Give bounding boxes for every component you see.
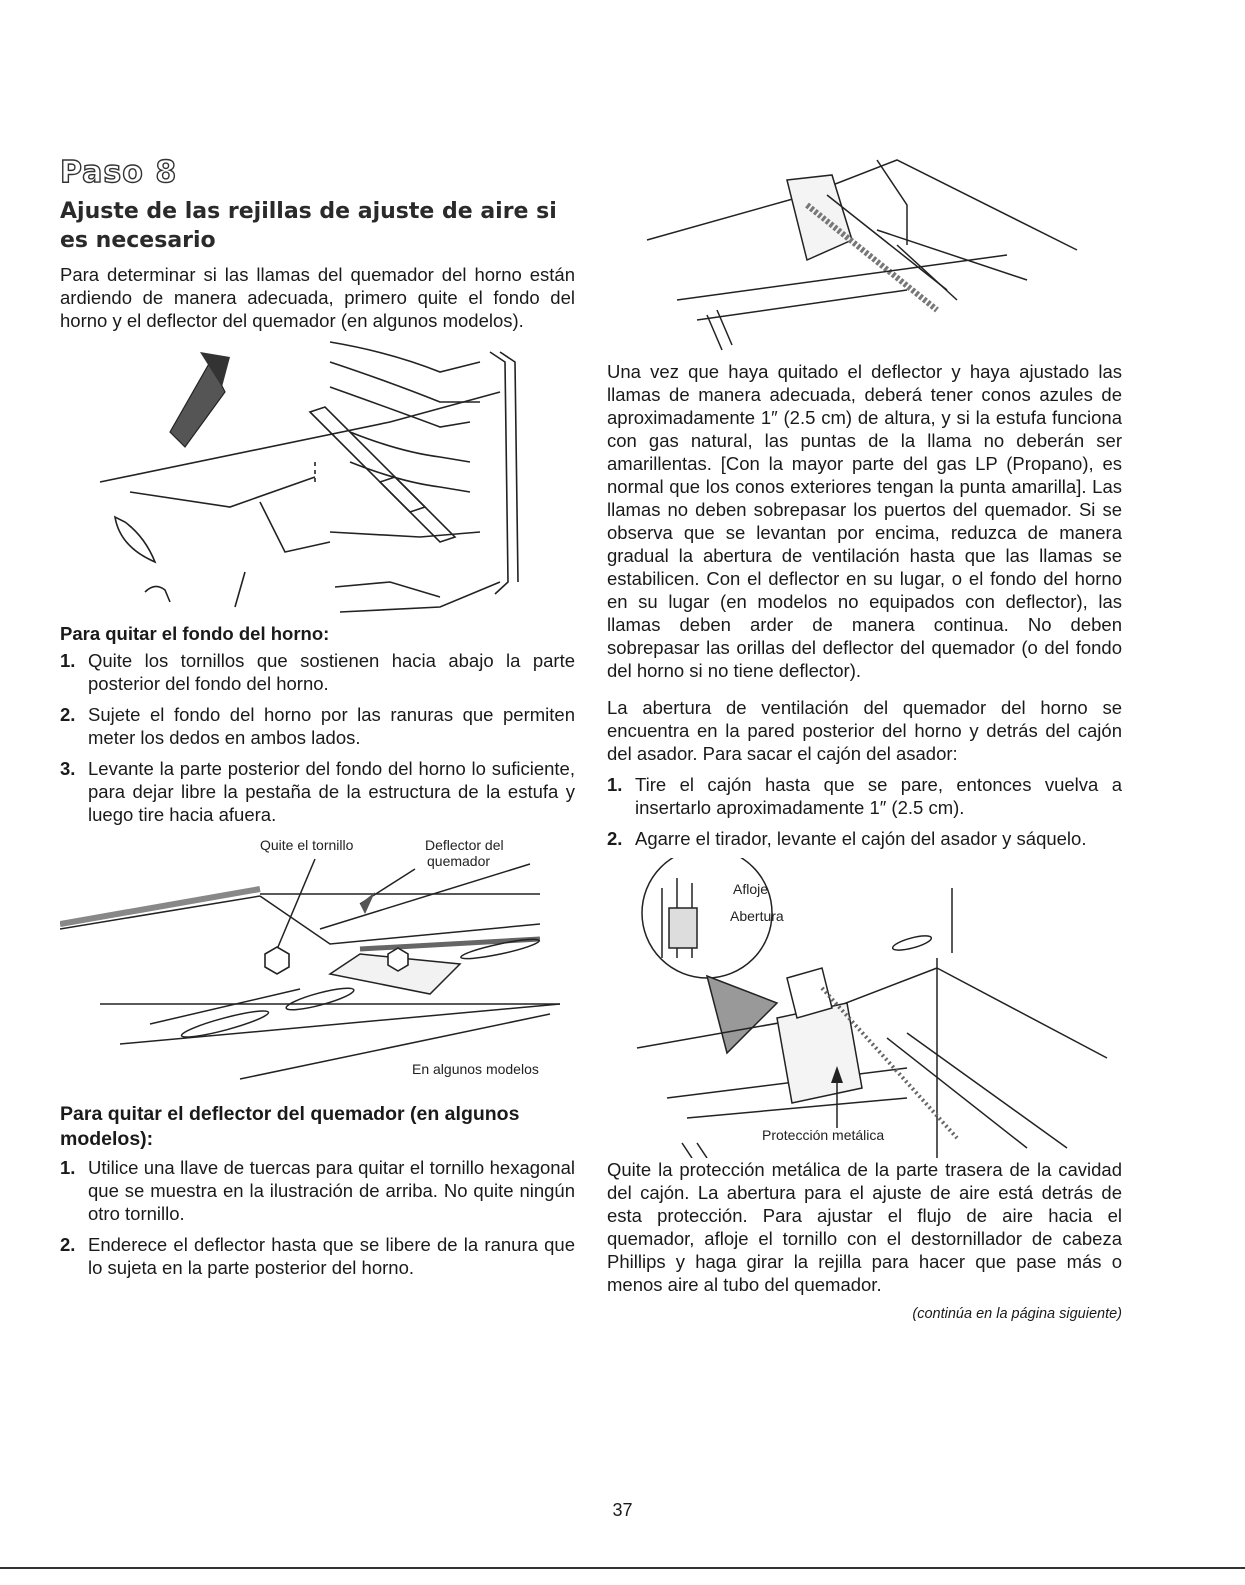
left-column xyxy=(60,155,575,1287)
list-item: 2. Enderece el deflector hasta que se libere de la ranura que lo sujeta en la parte posterior del horno. xyxy=(60,1234,575,1278)
page-number: 37 xyxy=(612,1500,633,1520)
step-label: Paso 8 xyxy=(60,155,178,190)
list-item: 2. Agarre el tirador, levante el cajón del asador y sáquelo. xyxy=(607,828,1087,849)
air-shutter-illustration xyxy=(607,150,1122,360)
continued-note: (continúa en la página siguiente) xyxy=(912,1306,1122,1322)
hex-screw-icon xyxy=(388,948,408,971)
bottom-removal-heading: Para quitar el fondo del horno: xyxy=(60,623,330,644)
label-some-models: En algunos modelos xyxy=(412,1061,539,1077)
label-remove-screw: Quite el tornillo xyxy=(260,837,354,853)
bottom-removal-steps xyxy=(60,649,575,826)
bottom-rule xyxy=(0,1567,1245,1569)
list-item: 2. Sujete el fondo del horno por las ranuras que permiten meter los dedos en ambos lados. xyxy=(60,704,575,748)
flame-adjust-paragraph: Una vez que haya quitado el deflector y haya ajustado las llamas de manera adecuada, deberá tener conos azules de aproximadamente 1″ (2.5 cm) de altura, y si la estufa funciona con gas natural, las puntas de la llama no deberán ser amarillentas. [Con la mayor parte del gas LP (Propano), es normal que los conos exteriores tengan la punta amarilla]. Las llamas no deben sobrepasar los puertos del quemador. Si se observa que se levantan por encima, reduzca de manera gradual la abertura de ventilación hasta que las llamas se estabilicen. Con el deflector en su lugar, o el fondo del horno en su lugar (en modelos no equipados con deflector), las llamas deben arder de manera continua. No deben sobrepasar las orillas del deflector del quemador (o del fondo del horno si no tiene deflector). xyxy=(607,361,1122,681)
hex-screw-icon xyxy=(265,947,289,974)
metal-shield-illustration xyxy=(607,858,1122,1158)
section-title: Ajuste de las rejillas de ajuste de aire si es necesario xyxy=(60,199,557,253)
list-item: 1. Utilice una llave de tuercas para quitar el tornillo hexagonal que se muestra en la ilustración de arriba. No quite ningún otro tornillo. xyxy=(60,1157,575,1224)
drawer-removal-steps xyxy=(607,773,1122,850)
right-column xyxy=(607,150,1122,1337)
label-loosen: Afloje xyxy=(733,881,769,897)
oven-bottom-illustration xyxy=(60,332,575,622)
label-deflector-line1: Deflector del xyxy=(425,837,504,853)
intro-paragraph: Para determinar si las llamas del quemador del horno están ardiendo de manera adecuada, primero quite el fondo del horno y el deflector del quemador (en algunos modelos). xyxy=(60,264,575,331)
label-metal-shield: Protección metálica xyxy=(762,1127,885,1143)
list-item: 3. Levante la parte posterior del fondo del horno lo suficiente, para dejar libre la pestaña de la estructura de la estufa y luego tire hacia afuera. xyxy=(60,758,575,825)
label-deflector-line2: quemador xyxy=(427,853,491,869)
deflector-removal-steps xyxy=(60,1156,575,1279)
label-opening: Abertura xyxy=(730,908,784,924)
burner-deflector-illustration xyxy=(60,834,575,1096)
deflector-removal-heading: Para quitar el deflector del quemador (en algunos modelos): xyxy=(60,1103,520,1150)
list-item: 1. Quite los tornillos que sostienen hacia abajo la parte posterior del fondo del horno. xyxy=(60,650,575,694)
list-item: 1. Tire el cajón hasta que se pare, entonces vuelva a insertarlo aproximadamente 1″ (2.5 cm). xyxy=(607,774,1122,818)
shield-removal-paragraph: Quite la protección metálica de la parte trasera de la cavidad del cajón. La abertura para el ajuste de aire está detrás de esta protección. Para ajustar el flujo de aire hacia el quemador, afloje el tornillo con el destornillador de cabeza Phillips y haga girar la rejilla para hacer que pase más o menos aire al tubo del quemador. xyxy=(607,1159,1122,1295)
vent-location-paragraph: La abertura de ventilación del quemador del horno se encuentra en la pared posterior del horno y detrás del cajón del asador. Para sacar el cajón del asador: xyxy=(607,697,1122,764)
